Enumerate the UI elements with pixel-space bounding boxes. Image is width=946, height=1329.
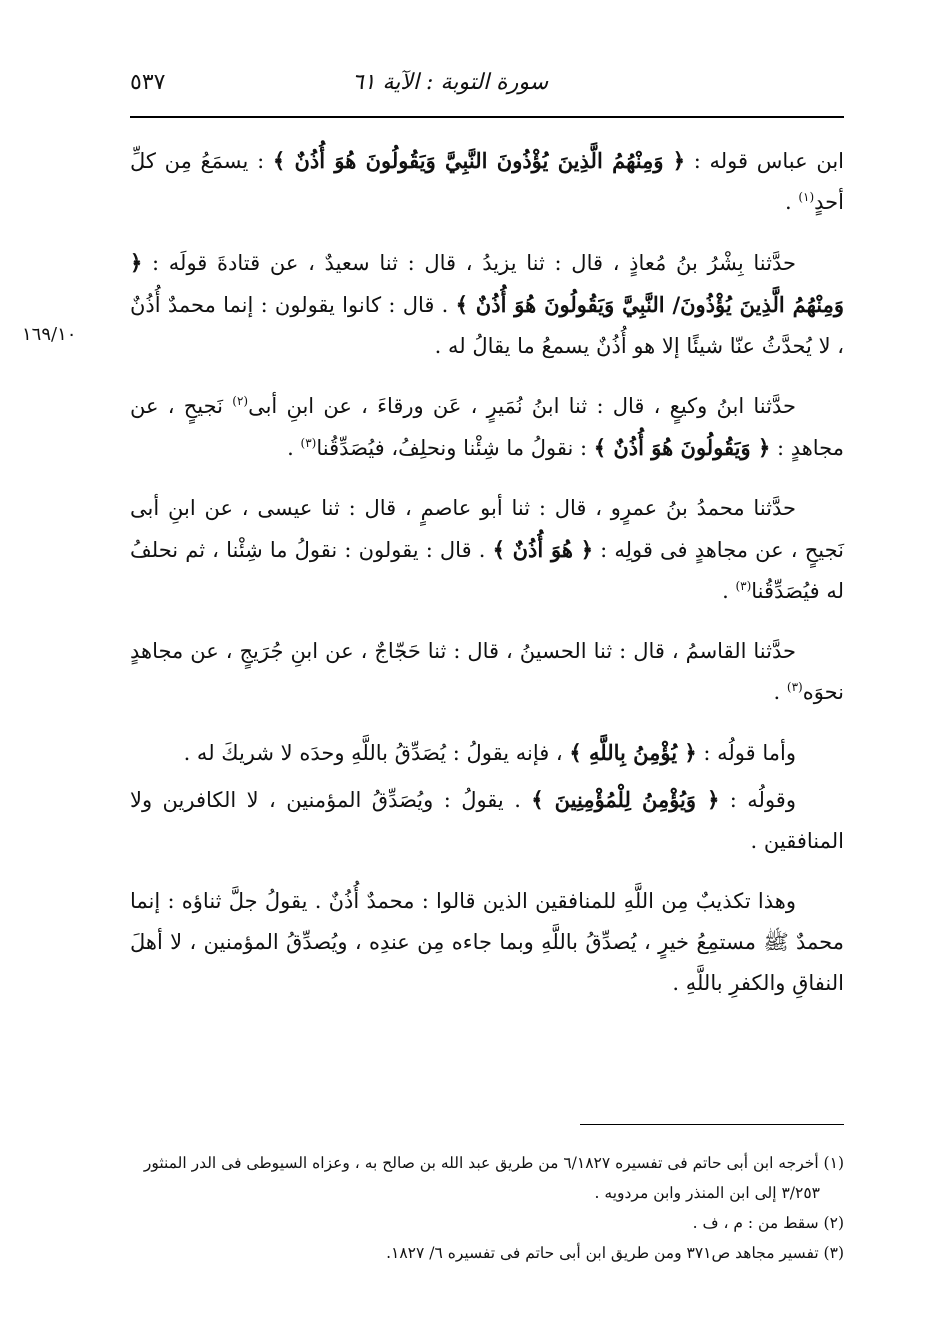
footnote-marker: (٣)	[300, 436, 317, 450]
quran-quote: ﴿ وَيُؤْمِنُ لِلْمُؤْمِنِينَ ﴾	[531, 787, 720, 812]
main-text	[130, 140, 844, 1023]
paragraph-end: .	[773, 680, 787, 704]
paragraph-text: نَجيحٍ ، عن مجاهدٍ :	[130, 394, 844, 460]
footnote-1-continuation: ٣/٢٥٣ إلى ابن المنذر وابن مردويه .	[594, 1184, 820, 1202]
quran-quote: ﴿ وَيَقُولُونَ هُوَ أُذُنٌ ﴾	[593, 435, 771, 460]
footnotes	[130, 1148, 844, 1268]
paragraph-7	[130, 779, 844, 862]
paragraph-8	[130, 881, 844, 1004]
paragraph-1	[130, 140, 844, 223]
margin-volume-page-ref: ١٦٩/١٠	[22, 324, 77, 345]
paragraph-end: .	[722, 579, 736, 603]
header-rule	[130, 116, 844, 118]
paragraph-text: ابن عباس قوله :	[685, 149, 844, 173]
footnote-marker: (٢)	[232, 394, 249, 408]
footnote-separator	[580, 1124, 844, 1125]
paragraph-text: . قال : يقولون : نقولُ ما شِئْنا ، ثم نحلفُ له فيُصَدِّقُنا	[130, 538, 844, 603]
paragraph-2	[130, 242, 844, 367]
quran-quote: ﴿ وَمِنْهُمُ الَّذِينَ يُؤْذُونَ النَّبِيَّ وَيَقُولُونَ هُوَ أُذُنٌ ﴾	[272, 148, 686, 173]
quran-quote: ﴿ هُوَ أُذُنٌ ﴾	[492, 537, 594, 562]
footnote-2: (٢) سقط من : م ، ف .	[692, 1214, 844, 1232]
paragraph-text: : يسمَعُ مِن كلِّ أحدٍ	[130, 149, 844, 214]
paragraph-text: . يقولُ : ويُصَدِّقُ المؤمنين ، لا الكافرين ولا المنافقين .	[130, 788, 844, 853]
paragraph-text: : نقولُ ما شِئْنا ونحلِفُ، فيُصَدِّقُنا	[316, 436, 594, 460]
paragraph-text: . قال : كانوا يقولون : إنما محمدٌ أُذُنٌ ، لا يُحدَّثُ عنّا شيئًا إلا هو أُذُنٌ يسمعُ ما يقالُ له .	[130, 293, 844, 358]
footnote-marker: (٣)	[735, 579, 752, 593]
quran-quote: ﴿ يُؤْمِنُ بِاللَّهِ ﴾	[569, 740, 697, 765]
paragraph-text: حدَّثنا القاسمُ ، قال : ثنا الحسينُ ، قال : ثنا حَجّاجٌ ، عن ابنِ جُرَيجٍ ، عن مجاهدٍ نحوَه	[130, 639, 844, 704]
footnote-marker: (٣)	[786, 680, 803, 694]
paragraph-4	[130, 488, 844, 612]
footnote-marker: (١)	[798, 190, 815, 204]
quran-quote: ﴿ وَمِنْهُمُ الَّذِينَ يُؤْذُونَ/ النَّبِيَّ وَيَقُولُونَ هُوَ أُذُنٌ ﴾	[130, 250, 844, 317]
paragraph-text: وقولُه :	[719, 788, 796, 812]
paragraph-text: وهذا تكذيبٌ مِن اللَّهِ للمنافقين الذين قالوا : محمدٌ أُذُنٌ . يقولُ جلَّ ثناؤه : إنما محمدٌ ﷺ مستمِعُ خيرٍ ، يُصدِّقُ باللَّهِ وبما جاءه مِن عندِه ، ويُصدِّقُ المؤمنين ، لا أهلَ النفاقِ والكفرِ باللَّهِ .	[130, 889, 844, 995]
paragraph-5	[130, 631, 844, 713]
paragraph-text: حدَّثنا محمدُ بنُ عمرٍو ، قال : ثنا أبو عاصمٍ ، قال : ثنا عيسى ، عن ابنِ أبى نَجيحٍ ، عن مجاهدٍ فى قولِه :	[130, 496, 844, 562]
footnote-1: (١) أخرجه ابن أبى حاتم فى تفسيره ٦/١٨٢٧ من طريق عبد الله بن صالح به ، وعزاه السيوطى فى الدر المنثور	[143, 1154, 844, 1172]
running-header-title: سورة التوبة : الآية ٦١	[351, 70, 549, 95]
paragraph-3	[130, 386, 844, 469]
paragraph-text: حدَّثنا بِشْرُ بنُ مُعاذٍ ، قال : ثنا يزيدُ ، قال : ثنا سعيدٌ ، عن قتادةَ قولَه :	[142, 251, 796, 275]
paragraph-text: ، فإنه يقولُ : يُصَدِّقُ باللَّهِ وحدَه لا شريكَ له .	[183, 741, 570, 765]
paragraph-text: حدَّثنا ابنُ وكيعٍ ، قال : ثنا ابنُ نُمَيرٍ ، عَن ورقاءَ ، عن ابنِ أبى	[248, 394, 796, 418]
page-number: ٥٣٧	[130, 70, 166, 95]
paragraph-end: .	[784, 190, 799, 214]
paragraph-end: .	[287, 436, 301, 460]
footnote-3: (٣) تفسير مجاهد ص٣٧١ ومن طريق ابن أبى حاتم فى تفسيره ٦/ ١٨٢٧.	[386, 1244, 844, 1262]
paragraph-text: وأما قولُه :	[696, 741, 796, 765]
paragraph-6	[130, 732, 844, 774]
